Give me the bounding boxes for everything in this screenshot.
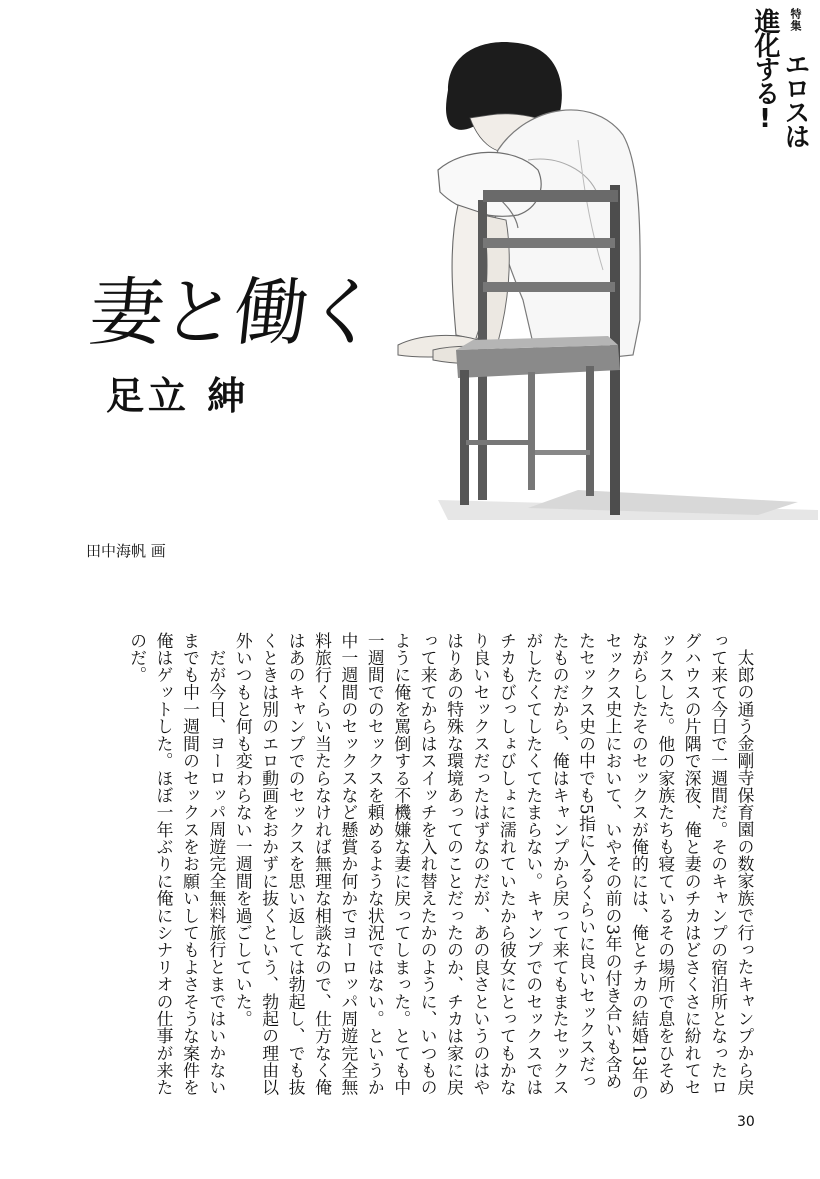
- illustration-woman-on-chair: [378, 20, 818, 530]
- author-name: 足立 紳: [106, 374, 250, 418]
- story-title: 妻と働く: [85, 270, 383, 356]
- illustrator-credit: 田中海帆 画: [86, 542, 166, 560]
- story-body: [78, 632, 758, 1102]
- feature-small-label: 特集: [789, 8, 802, 32]
- body-paragraph: だが今日、ヨーロッパ周遊完全無料旅行とまではいかないまでも中一週間のセックスをお願いしてもよさそうな案件を俺はゲットした。ほぼ一年ぶりに俺にシナリオの仕事が来たのだ。: [127, 632, 227, 1097]
- feature-main-label: エロスは進化する!: [750, 8, 810, 147]
- body-paragraph: 太郎の通う金剛寺保育園の数家族で行ったキャンプから戻って来て今日で一週間だ。そのキャンプの宿泊所となったログハウスの片隅で深夜、俺と妻のチカはどさくさに紛れてセックスした。他の家族たちも寝ているその場所で息をひそめながらしたそのセックスが俺的には、俺とチカの結婚13年のセックス史上において、いやその前の3年の付き合いも含めたセックス史の中でも5指に入るくらいに良いセックスだったものだから、俺はキャンプから戻って来てもまたセックスがしたくてしたくてたまらない。キャンプでのセックスではチカもびっしょびしょに濡れていたから彼女にとってもかなり良いセックスだったはずなのだが、あの良さというのはやはりあの特殊な環境あってのことだったのか、チカは家に戻って来てからはスイッチを入れ替えたかのように、いつものように俺を罵倒する不機嫌な妻に戻ってしまった。とても中一週間でのセックスを頼めるような状況ではない。というか中一週間のセックスなど懸賞か何かでヨーロッパ周遊完全無料旅行くらい当たらなければ無理な相談なので、仕方なく俺はあのキャンプでのセックスを思い返しては勃起し、でも抜くときは別のエロ動画をおかずに抜くという、勃起の理由以外いつもと何も変わらない一週間を過ごしていた。: [233, 632, 755, 1102]
- page-number: 30: [737, 1114, 755, 1130]
